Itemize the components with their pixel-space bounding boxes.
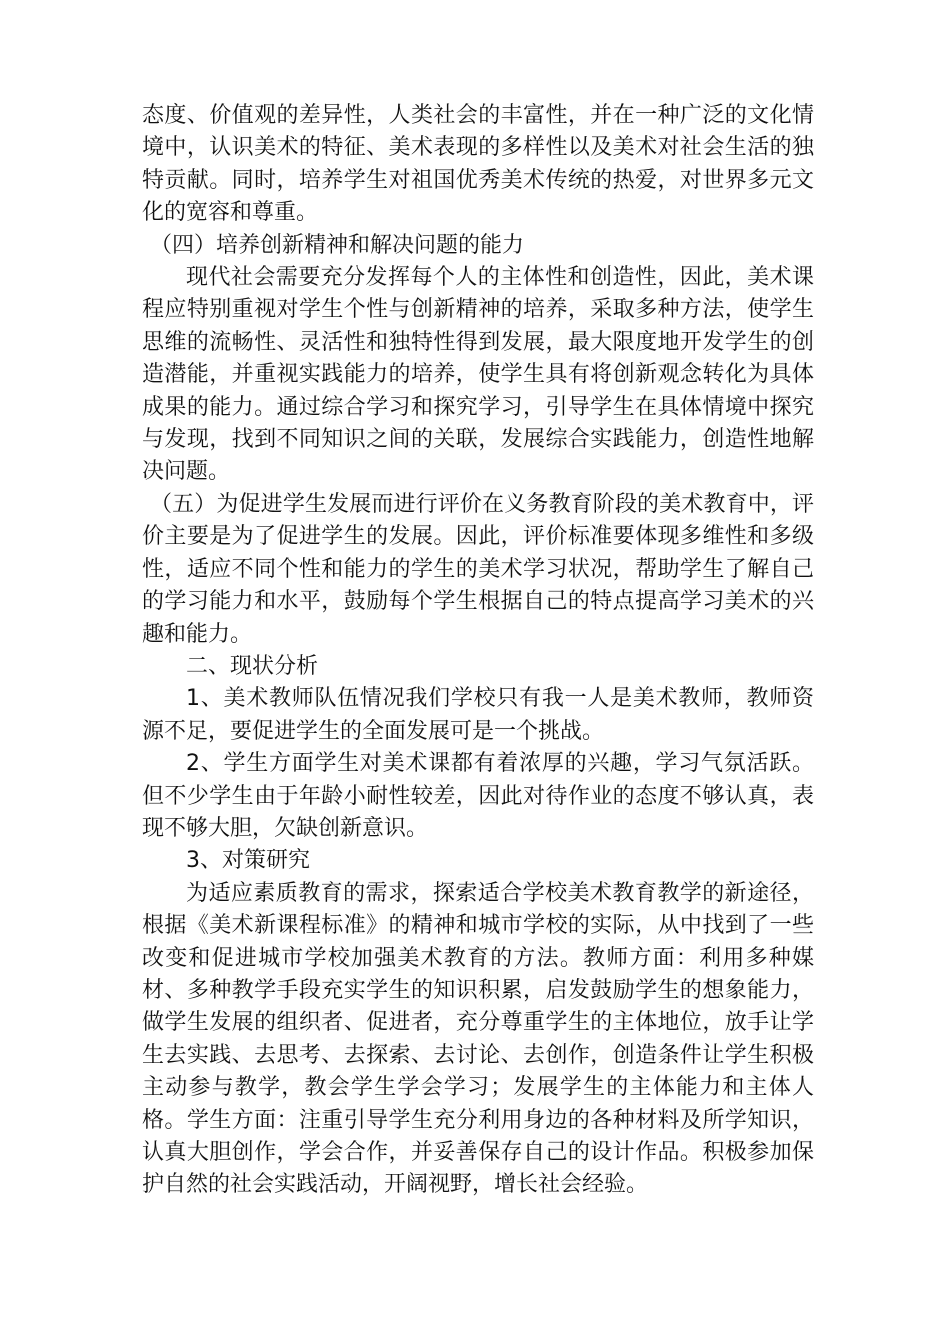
paragraph-strategy: 为适应素质教育的需求，探索适合学校美术教育教学的新途径，根据《美术新课程标准》的精神和城市学校的实际，从中找到了一些改变和促进城市学校加强美术教育的方法。教师方面：利用多种媒材、多种教学手段充实学生的知识积累，启发鼓励学生的想象能力，做学生发展的组织者、促进者，充分尊重学生的主体地位，放手让学生去实践、去思考、去探索、去讨论、去创作，创造条件让学生积极主动参与教学，教会学生学会学习；发展学生的主体能力和主体人格。学生方面：注重引导学生充分利用身边的各种材料及所学知识，认真大胆创作，学会合作，并妥善保存自己的设计作品。积极参加保护自然的社会实践活动，开阔视野，增长社会经验。 (142, 880, 814, 1198)
heading-strategy-research: 3、对策研究 (186, 848, 310, 874)
paragraph-student-status: 2、学生方面学生对美术课都有着浓厚的兴趣，学习气氛活跃。但不少学生由于年龄小耐性较差，因此对待作业的态度不够认真，表现不够大胆，欠缺创新意识。 (142, 751, 814, 841)
heading-innovation: （四）培养创新精神和解决问题的能力 (150, 232, 525, 258)
paragraph-evaluation: （五）为促进学生发展而进行评价在义务教育阶段的美术教育中，评价主要是为了促进学生的发展。因此，评价标准要体现多维性和多级性，适应不同个性和能力的学生的美术学习状况，帮助学生了解自己的学习能力和水平，鼓励每个学生根据自己的特点提高学习美术的兴趣和能力。 (142, 491, 814, 647)
paragraph-innovation: 现代社会需要充分发挥每个人的主体性和创造性，因此，美术课程应特别重视对学生个性与创新精神的培养，采取多种方法，使学生思维的流畅性、灵活性和独特性得到发展，最大限度地开发学生的创造潜能，并重视实践能力的培养，使学生具有将创新观念转化为具体成果的能力。通过综合学习和探究学习，引导学生在具体情境中探究与发现，找到不同知识之间的关联，发展综合实践能力，创造性地解决问题。 (142, 265, 814, 485)
paragraph-teacher-status: 1、美术教师队伍情况我们学校只有我一人是美术教师，教师资源不足，要促进学生的全面发展可是一个挑战。 (142, 686, 814, 744)
heading-status-analysis: 二、现状分析 (186, 653, 319, 679)
document-body (142, 100, 814, 1202)
paragraph-cultural-context: 态度、价值观的差异性，人类社会的丰富性，并在一种广泛的文化情境中，认识美术的特征、美术表现的多样性以及美术对社会生活的独特贡献。同时，培养学生对祖国优秀美术传统的热爱，对世界多元文化的宽容和尊重。 (142, 103, 814, 226)
